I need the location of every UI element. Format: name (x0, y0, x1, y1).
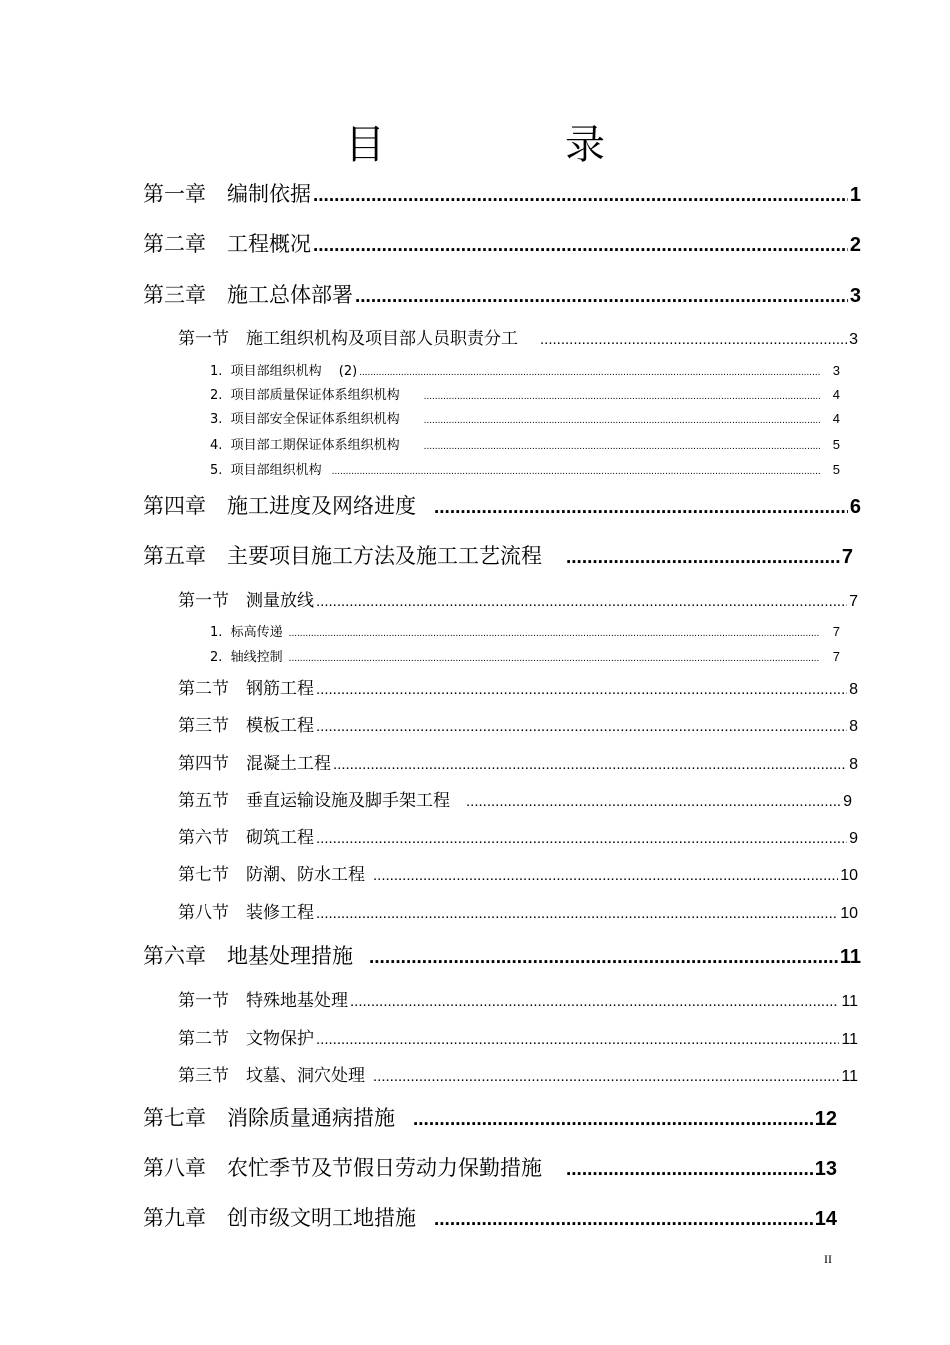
toc-label: 第七章 消除质量通病措施 (143, 1106, 395, 1130)
dot-leader (466, 793, 841, 810)
toc-chapter-5[interactable] (143, 540, 853, 570)
dot-leader (566, 547, 840, 569)
toc-label: 第八节 装修工程 (178, 903, 314, 923)
toc-page-number: 10 (840, 905, 858, 922)
toc-item-3-1-5[interactable] (210, 459, 840, 478)
toc-label: 第二节 文物保护 (178, 1029, 314, 1049)
toc-page-number: 11 (841, 1031, 858, 1048)
toc-label: 第七节 防潮、防水工程 (178, 865, 365, 885)
toc-chapter-9[interactable] (143, 1202, 837, 1232)
toc-chapter-6[interactable] (143, 940, 861, 970)
dot-leader (316, 905, 838, 922)
toc-page-number: 4 (832, 387, 840, 402)
toc-label: 2. 轴线控制 (210, 650, 283, 665)
toc-section-5-8[interactable] (178, 898, 858, 923)
dot-leader (316, 593, 847, 610)
toc-page-number: 11 (841, 1068, 858, 1085)
dot-leader (424, 441, 820, 452)
toc-page-number: 9 (843, 793, 852, 810)
toc-label: 第三章 施工总体部署 (143, 283, 353, 307)
toc-section-6-1[interactable] (178, 986, 858, 1011)
toc-label: 第一章 编制依据 (143, 182, 311, 206)
toc-label: 第四节 混凝土工程 (178, 754, 331, 774)
toc-page-number: 7 (832, 649, 840, 664)
toc-label: 第二章 工程概况 (143, 232, 311, 256)
toc-label: 4. 项目部工期保证体系组织机构 (210, 438, 400, 453)
toc-section-3-1[interactable] (178, 324, 858, 349)
toc-page-number: 8 (849, 718, 858, 735)
toc-page-number: 5 (832, 437, 840, 452)
dot-leader (434, 497, 848, 519)
dot-leader (355, 286, 848, 308)
toc-section-5-5[interactable] (178, 786, 852, 811)
toc-label: 1. 标高传递 (210, 625, 283, 640)
footer-page-number: II (824, 1252, 832, 1266)
toc-page-number: 3 (849, 331, 858, 348)
toc-label: 1. 项目部组织机构 (2) (210, 364, 358, 379)
dot-leader (424, 415, 820, 426)
dot-leader (316, 681, 847, 698)
toc-page-number: 14 (814, 1208, 837, 1230)
toc-chapter-7[interactable] (143, 1102, 837, 1132)
dot-leader (434, 1209, 815, 1231)
toc-chapter-1[interactable] (143, 178, 861, 208)
toc-page-number: 9 (849, 830, 858, 847)
toc-label: 第三节 坟墓、洞穴处理 (178, 1066, 365, 1086)
toc-chapter-8[interactable] (143, 1152, 837, 1182)
toc-label: 第四章 施工进度及网络进度 (143, 494, 416, 518)
toc-label: 第八章 农忙季节及节假日劳动力保勤措施 (143, 1156, 542, 1180)
dot-leader (316, 718, 847, 735)
toc-page-number: 7 (832, 624, 840, 639)
dot-leader (333, 756, 847, 773)
toc-page-number: 8 (849, 756, 858, 773)
toc-label: 第二节 钢筋工程 (178, 679, 314, 699)
toc-label: 第五节 垂直运输设施及脚手架工程 (178, 791, 450, 811)
toc-page-number: 4 (832, 411, 840, 426)
toc-page-number: 2 (849, 234, 861, 256)
toc-section-5-1[interactable] (178, 586, 858, 611)
toc-label: 第一节 测量放线 (178, 591, 314, 611)
toc-page-number: 3 (832, 363, 840, 378)
toc-label: 第五章 主要项目施工方法及施工工艺流程 (143, 544, 542, 568)
toc-item-3-1-2[interactable] (210, 384, 840, 403)
toc-label: 第一节 施工组织机构及项目部人员职责分工 (178, 329, 518, 349)
toc-section-5-4[interactable] (178, 749, 858, 774)
toc-page-number: 10 (840, 867, 858, 884)
dot-leader (373, 1068, 839, 1085)
toc-item-3-1-3[interactable] (210, 408, 840, 427)
dot-leader (350, 993, 839, 1010)
toc-page-number: 5 (832, 462, 840, 477)
toc-label: 第九章 创市级文明工地措施 (143, 1206, 416, 1230)
toc-page-number: 13 (814, 1158, 837, 1180)
dot-leader (289, 628, 820, 639)
page-title: 目 录 (345, 122, 675, 168)
dot-leader (413, 1109, 815, 1131)
toc-chapter-3[interactable] (143, 279, 861, 309)
toc-item-5-1-1[interactable] (210, 621, 840, 640)
toc-label: 第六节 砌筑工程 (178, 828, 314, 848)
toc-section-5-6[interactable] (178, 823, 858, 848)
toc-label: 2. 项目部质量保证体系组织机构 (210, 388, 400, 403)
toc-chapter-2[interactable] (143, 228, 861, 258)
toc-page-number: 11 (841, 993, 858, 1010)
toc-page-number: 3 (849, 285, 861, 307)
toc-section-5-3[interactable] (178, 711, 858, 736)
dot-leader (424, 391, 820, 402)
dot-leader (566, 1159, 815, 1181)
toc-page-number: 7 (849, 593, 858, 610)
dot-leader (316, 830, 847, 847)
dot-leader (369, 947, 838, 969)
toc-label: 5. 项目部组织机构 (210, 463, 322, 478)
toc-item-3-1-1[interactable] (210, 360, 840, 379)
toc-section-5-2[interactable] (178, 674, 858, 699)
toc-section-5-7[interactable] (178, 860, 858, 885)
dot-leader (313, 235, 848, 257)
dot-leader (373, 867, 838, 884)
dot-leader (316, 1031, 839, 1048)
toc-page-number: 11 (839, 946, 861, 968)
toc-page-number: 8 (849, 681, 858, 698)
toc-label: 第一节 特殊地基处理 (178, 991, 348, 1011)
dot-leader (332, 466, 820, 477)
toc-chapter-4[interactable] (143, 490, 861, 520)
toc-label: 第六章 地基处理措施 (143, 944, 353, 968)
dot-leader (289, 653, 820, 664)
toc-page-number: 1 (849, 184, 861, 206)
toc-item-3-1-4[interactable] (210, 434, 840, 453)
toc-section-6-2[interactable] (178, 1024, 858, 1049)
toc-section-6-3[interactable] (178, 1061, 858, 1086)
toc-label: 第三节 模板工程 (178, 716, 314, 736)
dot-leader (359, 367, 820, 378)
toc-page-number: 12 (814, 1108, 837, 1130)
toc-page-number: 6 (849, 496, 861, 518)
toc-item-5-1-2[interactable] (210, 646, 840, 665)
dot-leader (313, 185, 848, 207)
dot-leader (540, 331, 847, 348)
toc-label: 3. 项目部安全保证体系组织机构 (210, 412, 400, 427)
toc-page-number: 7 (841, 546, 853, 568)
